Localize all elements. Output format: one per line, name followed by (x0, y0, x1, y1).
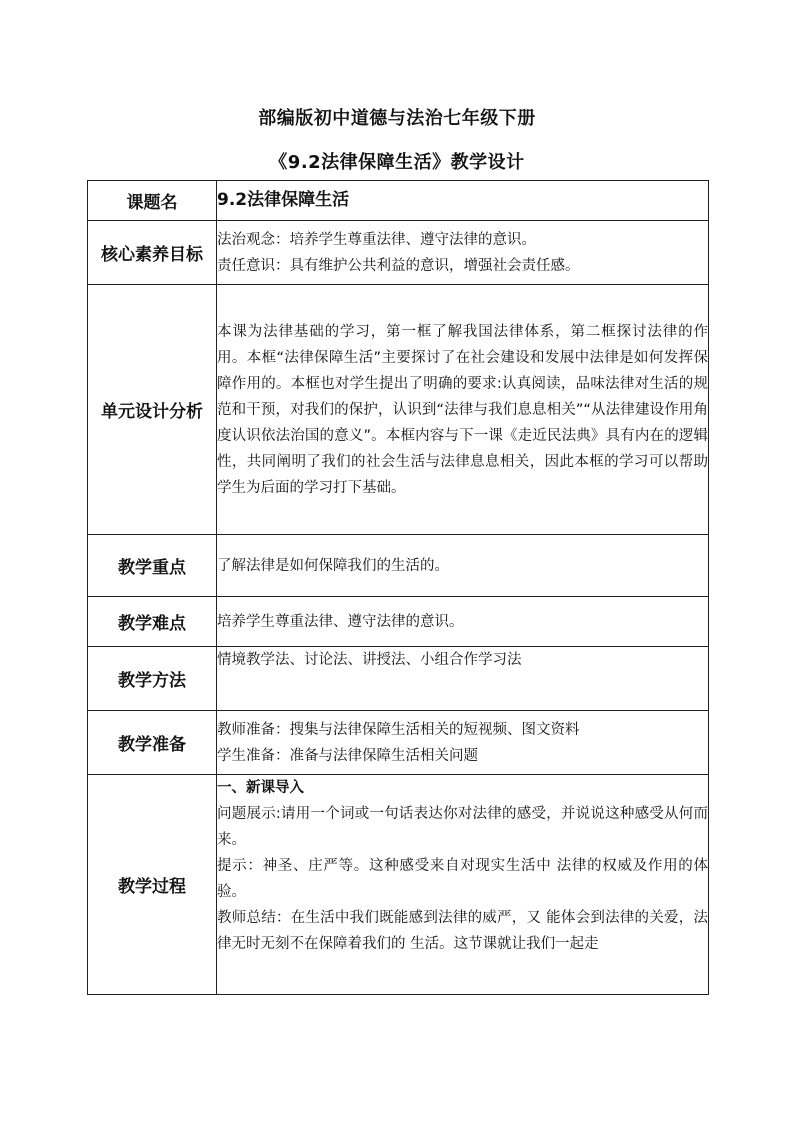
key-point-value: 了解法律是如何保障我们的生活的。 (217, 535, 709, 597)
core-label: 核心素养目标 (88, 221, 217, 285)
table-row-topic (88, 181, 709, 221)
process-paragraph: 问题展示:请用一个词或一句话表达你对法律的感受，并说说这种感受从何而来。 (217, 806, 708, 848)
prep-label: 教学准备 (88, 711, 217, 775)
table-row-analysis (88, 285, 709, 535)
method-label: 教学方法 (88, 647, 217, 711)
lesson-plan-table (87, 180, 709, 995)
prep-line: 学生准备：准备与法律保障生活相关问题 (217, 747, 478, 764)
prep-value (217, 711, 709, 775)
topic-value (217, 181, 709, 221)
table-row-prep (88, 711, 709, 775)
core-line: 责任意识：具有维护公共利益的意识，增强社会责任感。 (217, 257, 580, 274)
table-row-process (88, 775, 709, 995)
table-row-key-point (88, 535, 709, 597)
analysis-value (217, 285, 709, 535)
prep-line: 教师准备：搜集与法律保障生活相关的短视频、图文资料 (217, 721, 580, 738)
process-heading: 一、新课导入 (217, 780, 304, 796)
process-label: 教学过程 (88, 775, 217, 995)
analysis-label: 单元设计分析 (88, 285, 217, 535)
table-row-difficulty (88, 597, 709, 647)
topic-label: 课题名 (88, 181, 217, 221)
method-value: 情境教学法、讨论法、讲授法、小组合作学习法 (217, 647, 709, 711)
table-row-method (88, 647, 709, 711)
analysis-text: 本课为法律基础的学习，第一框了解我国法律体系，第二框探讨法律的作用。本框“法律保障生活”主要探讨了在社会建设和发展中法律是如何发挥保障作用的。本框也对学生提出了明确的要求:认真阅读，品味法律对生活的规范和干预，对我们的保护，认识到“法律与我们息息相关”“从法律建设作用角度认识依法治国的意义”。本框内容与下一课《走近民法典》具有内在的逻辑性，共同阐明了我们的社会生活与法律息息相关，因此本框的学习可以帮助学生为后面的学习打下基础。 (217, 323, 708, 496)
key-point-label: 教学重点 (88, 535, 217, 597)
topic-text: 9.2法律保障生活 (217, 190, 350, 210)
core-value (217, 221, 709, 285)
table-row-core (88, 221, 709, 285)
process-paragraph: 教师总结：在生活中我们既能感到法律的威严，又 能体会到法律的关爱，法律无时无刻不在保障着我们的 生活。这节课就让我们一起走 (217, 910, 708, 952)
process-value (217, 775, 709, 995)
difficulty-label: 教学难点 (88, 597, 217, 647)
document-subtitle: 《9.2法律保障生活》教学设计 (269, 152, 525, 173)
core-line: 法治观念：培养学生尊重法律、遵守法律的意识。 (217, 231, 536, 248)
process-paragraph: 提示：神圣、庄严等。这种感受来自对现实生活中 法律的权威及作用的体验。 (217, 858, 708, 900)
difficulty-value: 培养学生尊重法律、遵守法律的意识。 (217, 597, 709, 647)
document-title: 部编版初中道德与法治七年级下册 (258, 108, 536, 129)
